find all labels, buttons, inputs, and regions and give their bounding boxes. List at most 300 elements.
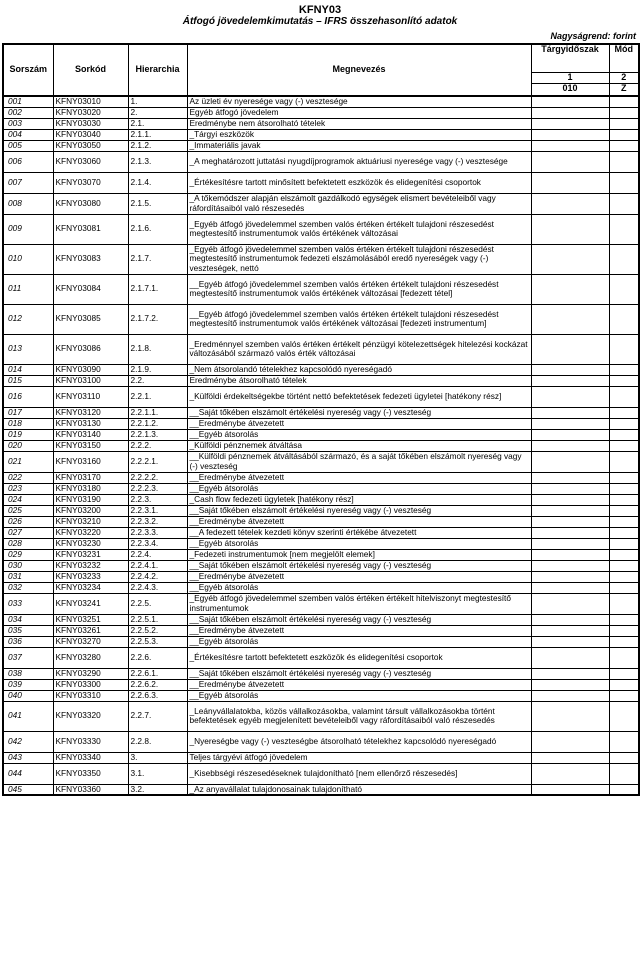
col-header-sorkod: Sorkód bbox=[53, 44, 128, 96]
row-code: KFNY03180 bbox=[53, 483, 128, 494]
table-row bbox=[3, 494, 639, 505]
table-row bbox=[3, 731, 639, 752]
row-name: _Külföldi érdekeltségekbe történt nettó befektetések fedezeti ügyletei [hatékony rész] bbox=[187, 386, 531, 407]
table-row bbox=[3, 429, 639, 440]
row-number: 032 bbox=[3, 582, 53, 593]
row-code: KFNY03210 bbox=[53, 516, 128, 527]
table-row bbox=[3, 244, 639, 274]
row-name: _Külföldi pénznemek átváltása bbox=[187, 440, 531, 451]
row-value-cell[interactable] bbox=[531, 690, 609, 701]
row-mode-cell[interactable] bbox=[609, 494, 639, 505]
row-hierarchy: 2.1.1. bbox=[128, 129, 187, 140]
report-title: Átfogó jövedelemkimutatás – IFRS összehasonlító adatok bbox=[182, 16, 458, 27]
row-name: _Az anyavállalat tulajdonosainak tulajdonítható bbox=[187, 784, 531, 795]
row-hierarchy: 2.1.6. bbox=[128, 214, 187, 244]
row-name: __Eredménybe átvezetett bbox=[187, 571, 531, 582]
row-mode-cell[interactable] bbox=[609, 472, 639, 483]
row-name: _A meghatározott juttatási nyugdíjprogramok aktuáriusi nyeresége vagy (-) vesztesége bbox=[187, 151, 531, 172]
row-mode-cell[interactable] bbox=[609, 129, 639, 140]
row-hierarchy: 2.2.5.2. bbox=[128, 625, 187, 636]
row-number: 042 bbox=[3, 731, 53, 752]
row-number: 038 bbox=[3, 668, 53, 679]
row-number: 036 bbox=[3, 636, 53, 647]
row-hierarchy: 2.2.3.4. bbox=[128, 538, 187, 549]
row-code: KFNY03010 bbox=[53, 96, 128, 107]
row-value-cell[interactable] bbox=[531, 140, 609, 151]
row-value-cell[interactable] bbox=[531, 560, 609, 571]
row-hierarchy: 2.1.4. bbox=[128, 172, 187, 193]
row-code: KFNY03231 bbox=[53, 549, 128, 560]
row-number: 004 bbox=[3, 129, 53, 140]
row-hierarchy: 2.2.1. bbox=[128, 386, 187, 407]
row-code: KFNY03230 bbox=[53, 538, 128, 549]
row-hierarchy: 2.2.3.1. bbox=[128, 505, 187, 516]
row-name: Eredménybe nem átsorolható tételek bbox=[187, 118, 531, 129]
row-hierarchy: 2.2.6.2. bbox=[128, 679, 187, 690]
row-hierarchy: 2.2.1.1. bbox=[128, 407, 187, 418]
row-mode-cell[interactable] bbox=[609, 571, 639, 582]
row-mode-cell[interactable] bbox=[609, 304, 639, 334]
row-name: _Nem átsorolandó tételekhez kapcsolódó nyereségadó bbox=[187, 364, 531, 375]
row-mode-cell[interactable] bbox=[609, 140, 639, 151]
row-number: 041 bbox=[3, 701, 53, 731]
table-row bbox=[3, 172, 639, 193]
row-name: __Eredménybe átvezetett bbox=[187, 472, 531, 483]
row-mode-cell[interactable] bbox=[609, 440, 639, 451]
col-number-2: 2 bbox=[609, 72, 639, 83]
row-value-cell[interactable] bbox=[531, 483, 609, 494]
table-row bbox=[3, 582, 639, 593]
row-code: KFNY03261 bbox=[53, 625, 128, 636]
row-name: __Eredménybe átvezetett bbox=[187, 418, 531, 429]
row-mode-cell[interactable] bbox=[609, 364, 639, 375]
row-code: KFNY03086 bbox=[53, 334, 128, 364]
row-number: 012 bbox=[3, 304, 53, 334]
row-number: 040 bbox=[3, 690, 53, 701]
row-code: KFNY03340 bbox=[53, 752, 128, 763]
row-number: 016 bbox=[3, 386, 53, 407]
row-name: __Saját tőkében elszámolt értékelési nyereség vagy (-) veszteség bbox=[187, 560, 531, 571]
table-row bbox=[3, 386, 639, 407]
row-number: 019 bbox=[3, 429, 53, 440]
table-row bbox=[3, 560, 639, 571]
table-row bbox=[3, 647, 639, 668]
row-mode-cell[interactable] bbox=[609, 549, 639, 560]
row-value-cell[interactable] bbox=[531, 375, 609, 386]
row-value-cell[interactable] bbox=[531, 593, 609, 614]
row-value-cell[interactable] bbox=[531, 763, 609, 784]
row-name: _Fedezeti instrumentumok [nem megjelölt elemek] bbox=[187, 549, 531, 560]
row-name: __Saját tőkében elszámolt értékelési nyereség vagy (-) veszteség bbox=[187, 614, 531, 625]
row-name: __A fedezett tételek kezdeti könyv szerinti értékébe átvezetett bbox=[187, 527, 531, 538]
row-code: KFNY03030 bbox=[53, 118, 128, 129]
row-mode-cell[interactable] bbox=[609, 386, 639, 407]
row-value-cell[interactable] bbox=[531, 636, 609, 647]
row-mode-cell[interactable] bbox=[609, 214, 639, 244]
row-code: KFNY03110 bbox=[53, 386, 128, 407]
row-value-cell[interactable] bbox=[531, 516, 609, 527]
col-header-targyidoszak: Tárgyidőszak bbox=[531, 44, 609, 72]
row-value-cell[interactable] bbox=[531, 172, 609, 193]
row-hierarchy: 2.2.1.3. bbox=[128, 429, 187, 440]
table-row bbox=[3, 752, 639, 763]
row-code: KFNY03233 bbox=[53, 571, 128, 582]
row-code: KFNY03300 bbox=[53, 679, 128, 690]
row-mode-cell[interactable] bbox=[609, 418, 639, 429]
row-mode-cell[interactable] bbox=[609, 118, 639, 129]
row-mode-cell[interactable] bbox=[609, 527, 639, 538]
row-value-cell[interactable] bbox=[531, 418, 609, 429]
row-hierarchy: 2.1.7.2. bbox=[128, 304, 187, 334]
row-hierarchy: 2.2.8. bbox=[128, 731, 187, 752]
col-header-hierarchia: Hierarchia bbox=[128, 44, 187, 96]
row-name: __Egyéb átsorolás bbox=[187, 483, 531, 494]
row-value-cell[interactable] bbox=[531, 274, 609, 304]
row-name: __Egyéb átsorolás bbox=[187, 429, 531, 440]
row-code: KFNY03241 bbox=[53, 593, 128, 614]
table-row bbox=[3, 549, 639, 560]
row-name: _Eredménnyel szemben valós értéken értékelt pénzügyi kötelezettségek hitelezési kockázat változásából származó valós érték változásai bbox=[187, 334, 531, 364]
row-code: KFNY03270 bbox=[53, 636, 128, 647]
table-row bbox=[3, 763, 639, 784]
row-number: 035 bbox=[3, 625, 53, 636]
table-body bbox=[3, 96, 639, 795]
row-value-cell[interactable] bbox=[531, 538, 609, 549]
row-hierarchy: 2.2. bbox=[128, 375, 187, 386]
row-code: KFNY03320 bbox=[53, 701, 128, 731]
table-row bbox=[3, 538, 639, 549]
row-value-cell[interactable] bbox=[531, 527, 609, 538]
row-hierarchy: 2.2.6.1. bbox=[128, 668, 187, 679]
row-name: _Cash flow fedezeti ügyletek [hatékony rész] bbox=[187, 494, 531, 505]
row-hierarchy: 2.1. bbox=[128, 118, 187, 129]
row-code: KFNY03360 bbox=[53, 784, 128, 795]
row-number: 034 bbox=[3, 614, 53, 625]
row-value-cell[interactable] bbox=[531, 107, 609, 118]
table-row bbox=[3, 107, 639, 118]
row-number: 044 bbox=[3, 763, 53, 784]
row-value-cell[interactable] bbox=[531, 440, 609, 451]
table-row bbox=[3, 418, 639, 429]
row-number: 001 bbox=[3, 96, 53, 107]
row-name: _Értékesítésre tartott befektetett eszközök és elidegenítési csoportok bbox=[187, 647, 531, 668]
table-row bbox=[3, 129, 639, 140]
row-value-cell[interactable] bbox=[531, 731, 609, 752]
row-number: 008 bbox=[3, 193, 53, 214]
row-mode-cell[interactable] bbox=[609, 107, 639, 118]
row-mode-cell[interactable] bbox=[609, 763, 639, 784]
row-value-cell[interactable] bbox=[531, 549, 609, 560]
row-hierarchy: 2.2.4.1. bbox=[128, 560, 187, 571]
row-value-cell[interactable] bbox=[531, 668, 609, 679]
table-row bbox=[3, 140, 639, 151]
row-value-cell[interactable] bbox=[531, 625, 609, 636]
table-row bbox=[3, 151, 639, 172]
row-code: KFNY03150 bbox=[53, 440, 128, 451]
row-name: _Leányvállalatokba, közös vállalkozásokba, valamint társult vállalkozásokba történt befektetések egyéb megjelenített bevételeiből vagy ráfordításaiból való részesedés bbox=[187, 701, 531, 731]
row-name: __Eredménybe átvezetett bbox=[187, 516, 531, 527]
row-number: 013 bbox=[3, 334, 53, 364]
table-row bbox=[3, 690, 639, 701]
row-number: 003 bbox=[3, 118, 53, 129]
table-row bbox=[3, 451, 639, 472]
row-number: 028 bbox=[3, 538, 53, 549]
row-number: 023 bbox=[3, 483, 53, 494]
row-code: KFNY03200 bbox=[53, 505, 128, 516]
row-value-cell[interactable] bbox=[531, 647, 609, 668]
row-number: 017 bbox=[3, 407, 53, 418]
row-hierarchy: 3. bbox=[128, 752, 187, 763]
row-value-cell[interactable] bbox=[531, 752, 609, 763]
row-mode-cell[interactable] bbox=[609, 752, 639, 763]
row-mode-cell[interactable] bbox=[609, 483, 639, 494]
table-row bbox=[3, 193, 639, 214]
row-name: _Tárgyi eszközök bbox=[187, 129, 531, 140]
row-number: 029 bbox=[3, 549, 53, 560]
row-mode-cell[interactable] bbox=[609, 407, 639, 418]
row-mode-cell[interactable] bbox=[609, 96, 639, 107]
table-row bbox=[3, 472, 639, 483]
row-number: 027 bbox=[3, 527, 53, 538]
row-mode-cell[interactable] bbox=[609, 172, 639, 193]
row-mode-cell[interactable] bbox=[609, 647, 639, 668]
row-mode-cell[interactable] bbox=[609, 193, 639, 214]
row-code: KFNY03120 bbox=[53, 407, 128, 418]
row-hierarchy: 2.1.8. bbox=[128, 334, 187, 364]
row-mode-cell[interactable] bbox=[609, 784, 639, 795]
row-value-cell[interactable] bbox=[531, 151, 609, 172]
row-number: 018 bbox=[3, 418, 53, 429]
row-value-cell[interactable] bbox=[531, 304, 609, 334]
row-number: 002 bbox=[3, 107, 53, 118]
row-number: 037 bbox=[3, 647, 53, 668]
row-name: __Egyéb átfogó jövedelemmel szemben valós értéken értékelt tulajdoni részesedést megtestesítő instrumentumok valós értékének változásai [fedezeti instrumentum] bbox=[187, 304, 531, 334]
row-mode-cell[interactable] bbox=[609, 505, 639, 516]
row-value-cell[interactable] bbox=[531, 571, 609, 582]
col-code-1: 010 bbox=[531, 83, 609, 96]
row-mode-cell[interactable] bbox=[609, 690, 639, 701]
row-hierarchy: 2.2.4.2. bbox=[128, 571, 187, 582]
row-number: 005 bbox=[3, 140, 53, 151]
row-mode-cell[interactable] bbox=[609, 582, 639, 593]
row-hierarchy: 2.1.3. bbox=[128, 151, 187, 172]
row-code: KFNY03050 bbox=[53, 140, 128, 151]
row-number: 024 bbox=[3, 494, 53, 505]
row-hierarchy: 2.2.4. bbox=[128, 549, 187, 560]
table-row bbox=[3, 407, 639, 418]
row-code: KFNY03330 bbox=[53, 731, 128, 752]
row-hierarchy: 2.2.2.2. bbox=[128, 472, 187, 483]
row-value-cell[interactable] bbox=[531, 214, 609, 244]
row-code: KFNY03350 bbox=[53, 763, 128, 784]
row-code: KFNY03060 bbox=[53, 151, 128, 172]
table-row bbox=[3, 701, 639, 731]
row-value-cell[interactable] bbox=[531, 494, 609, 505]
row-mode-cell[interactable] bbox=[609, 625, 639, 636]
row-mode-cell[interactable] bbox=[609, 451, 639, 472]
row-code: KFNY03140 bbox=[53, 429, 128, 440]
row-code: KFNY03090 bbox=[53, 364, 128, 375]
row-hierarchy: 2.2.3. bbox=[128, 494, 187, 505]
row-value-cell[interactable] bbox=[531, 386, 609, 407]
row-name: _Nyereségbe vagy (-) veszteségbe átsorolható tételekhez kapcsolódó nyereségadó bbox=[187, 731, 531, 752]
table-row bbox=[3, 440, 639, 451]
unit-label: Nagyságrend: forint bbox=[550, 31, 636, 41]
row-mode-cell[interactable] bbox=[609, 516, 639, 527]
table-row bbox=[3, 214, 639, 244]
row-value-cell[interactable] bbox=[531, 472, 609, 483]
row-code: KFNY03220 bbox=[53, 527, 128, 538]
col-number-1: 1 bbox=[531, 72, 609, 83]
row-name: __Eredménybe átvezetett bbox=[187, 679, 531, 690]
table-row bbox=[3, 364, 639, 375]
row-code: KFNY03251 bbox=[53, 614, 128, 625]
row-value-cell[interactable] bbox=[531, 784, 609, 795]
row-number: 030 bbox=[3, 560, 53, 571]
row-name: Az üzleti év nyeresége vagy (-) vesztesége bbox=[187, 96, 531, 107]
row-code: KFNY03290 bbox=[53, 668, 128, 679]
row-name: __Egyéb átsorolás bbox=[187, 582, 531, 593]
row-name: __Eredménybe átvezetett bbox=[187, 625, 531, 636]
row-mode-cell[interactable] bbox=[609, 375, 639, 386]
row-number: 026 bbox=[3, 516, 53, 527]
row-name: _Kisebbségi részesedéseknek tulajdonítható [nem ellenőrző részesedés] bbox=[187, 763, 531, 784]
table-row bbox=[3, 274, 639, 304]
row-hierarchy: 2.2.2.1. bbox=[128, 451, 187, 472]
row-mode-cell[interactable] bbox=[609, 151, 639, 172]
row-value-cell[interactable] bbox=[531, 244, 609, 274]
table-row bbox=[3, 527, 639, 538]
row-code: KFNY03170 bbox=[53, 472, 128, 483]
table-row bbox=[3, 96, 639, 107]
row-number: 006 bbox=[3, 151, 53, 172]
row-code: KFNY03100 bbox=[53, 375, 128, 386]
row-code: KFNY03083 bbox=[53, 244, 128, 274]
row-value-cell[interactable] bbox=[531, 451, 609, 472]
table-row bbox=[3, 571, 639, 582]
row-number: 022 bbox=[3, 472, 53, 483]
col-code-2: Z bbox=[609, 83, 639, 96]
table-row bbox=[3, 516, 639, 527]
row-code: KFNY03280 bbox=[53, 647, 128, 668]
row-mode-cell[interactable] bbox=[609, 274, 639, 304]
row-mode-cell[interactable] bbox=[609, 668, 639, 679]
row-hierarchy: 2.1.5. bbox=[128, 193, 187, 214]
row-hierarchy: 2.2.1.2. bbox=[128, 418, 187, 429]
row-mode-cell[interactable] bbox=[609, 679, 639, 690]
row-hierarchy: 2.2.3.3. bbox=[128, 527, 187, 538]
row-hierarchy: 2.1.2. bbox=[128, 140, 187, 151]
row-value-cell[interactable] bbox=[531, 429, 609, 440]
row-value-cell[interactable] bbox=[531, 505, 609, 516]
report-table bbox=[2, 43, 640, 796]
row-value-cell[interactable] bbox=[531, 582, 609, 593]
row-hierarchy: 2.2.5.3. bbox=[128, 636, 187, 647]
row-hierarchy: 2.1.9. bbox=[128, 364, 187, 375]
row-value-cell[interactable] bbox=[531, 614, 609, 625]
row-hierarchy: 2.1.7.1. bbox=[128, 274, 187, 304]
row-value-cell[interactable] bbox=[531, 96, 609, 107]
row-name: __Külföldi pénznemek átváltásából származó, és a saját tőkében elszámolt nyereség vagy (-) veszteség bbox=[187, 451, 531, 472]
row-name: Eredménybe átsorolható tételek bbox=[187, 375, 531, 386]
row-mode-cell[interactable] bbox=[609, 614, 639, 625]
row-value-cell[interactable] bbox=[531, 334, 609, 364]
row-value-cell[interactable] bbox=[531, 701, 609, 731]
table-row bbox=[3, 505, 639, 516]
row-value-cell[interactable] bbox=[531, 118, 609, 129]
row-value-cell[interactable] bbox=[531, 364, 609, 375]
table-row bbox=[3, 625, 639, 636]
row-number: 020 bbox=[3, 440, 53, 451]
col-header-sorszam: Sorszám bbox=[3, 44, 53, 96]
table-row bbox=[3, 375, 639, 386]
table-row bbox=[3, 334, 639, 364]
row-hierarchy: 2.2.5. bbox=[128, 593, 187, 614]
row-mode-cell[interactable] bbox=[609, 731, 639, 752]
row-code: KFNY03081 bbox=[53, 214, 128, 244]
row-hierarchy: 3.1. bbox=[128, 763, 187, 784]
row-name: Teljes tárgyévi átfogó jövedelem bbox=[187, 752, 531, 763]
row-mode-cell[interactable] bbox=[609, 701, 639, 731]
row-mode-cell[interactable] bbox=[609, 334, 639, 364]
row-code: KFNY03085 bbox=[53, 304, 128, 334]
row-hierarchy: 2.2.2.3. bbox=[128, 483, 187, 494]
row-name: __Saját tőkében elszámolt értékelési nyereség vagy (-) veszteség bbox=[187, 407, 531, 418]
row-mode-cell[interactable] bbox=[609, 636, 639, 647]
row-mode-cell[interactable] bbox=[609, 244, 639, 274]
row-name: _A tőkemódszer alapján elszámolt gazdálkodó egységek elismert bevételeiből vagy ráfordításaiból való részesedés bbox=[187, 193, 531, 214]
row-hierarchy: 3.2. bbox=[128, 784, 187, 795]
row-mode-cell[interactable] bbox=[609, 593, 639, 614]
row-code: KFNY03080 bbox=[53, 193, 128, 214]
row-name: _Egyéb átfogó jövedelemmel szemben valós értéken értékelt hitelviszonyt megtestesítő instrumentumok bbox=[187, 593, 531, 614]
row-mode-cell[interactable] bbox=[609, 560, 639, 571]
row-value-cell[interactable] bbox=[531, 193, 609, 214]
row-name: __Egyéb átsorolás bbox=[187, 690, 531, 701]
row-code: KFNY03070 bbox=[53, 172, 128, 193]
row-number: 045 bbox=[3, 784, 53, 795]
row-number: 031 bbox=[3, 571, 53, 582]
row-code: KFNY03234 bbox=[53, 582, 128, 593]
row-code: KFNY03020 bbox=[53, 107, 128, 118]
row-code: KFNY03310 bbox=[53, 690, 128, 701]
col-header-megnevezes: Megnevezés bbox=[187, 44, 531, 96]
row-hierarchy: 2.2.5.1. bbox=[128, 614, 187, 625]
row-code: KFNY03130 bbox=[53, 418, 128, 429]
row-value-cell[interactable] bbox=[531, 679, 609, 690]
row-hierarchy: 2. bbox=[128, 107, 187, 118]
table-row bbox=[3, 784, 639, 795]
row-value-cell[interactable] bbox=[531, 129, 609, 140]
row-name: __Egyéb átsorolás bbox=[187, 636, 531, 647]
row-value-cell[interactable] bbox=[531, 407, 609, 418]
row-number: 015 bbox=[3, 375, 53, 386]
row-mode-cell[interactable] bbox=[609, 538, 639, 549]
row-mode-cell[interactable] bbox=[609, 429, 639, 440]
row-code: KFNY03040 bbox=[53, 129, 128, 140]
row-name: _Értékesítésre tartott minősített befektetett eszközök és elidegenítési csoportok bbox=[187, 172, 531, 193]
row-name: __Egyéb átfogó jövedelemmel szemben valós értéken értékelt tulajdoni részesedést megtestesítő instrumentumok valós értékének változásai [fedezett tétel] bbox=[187, 274, 531, 304]
row-hierarchy: 2.1.7. bbox=[128, 244, 187, 274]
row-number: 025 bbox=[3, 505, 53, 516]
row-code: KFNY03160 bbox=[53, 451, 128, 472]
row-hierarchy: 2.2.6. bbox=[128, 647, 187, 668]
row-name: _Immateriális javak bbox=[187, 140, 531, 151]
row-number: 033 bbox=[3, 593, 53, 614]
table-row bbox=[3, 118, 639, 129]
table-row bbox=[3, 593, 639, 614]
table-row bbox=[3, 483, 639, 494]
